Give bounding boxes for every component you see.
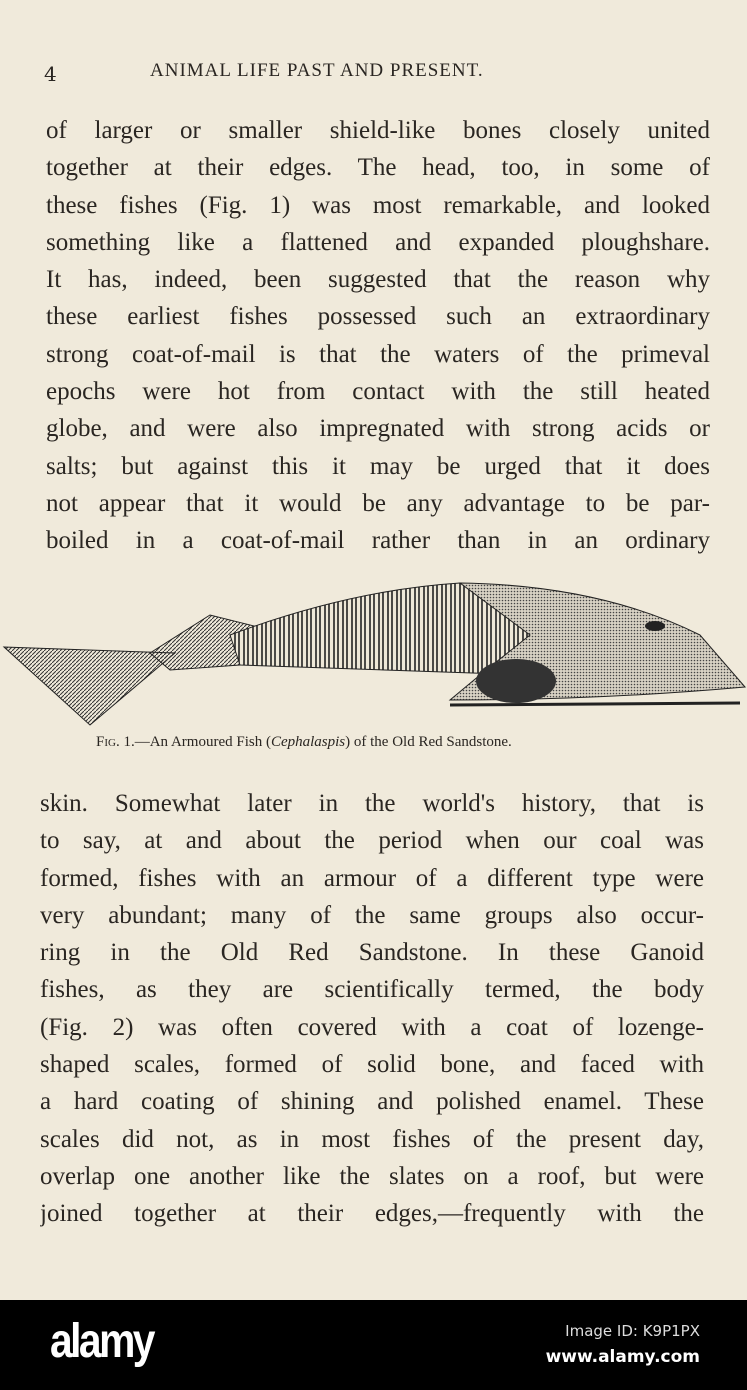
page-number: 4 — [44, 62, 57, 86]
text-line: these earliest fishes possessed such an extraordinary — [46, 303, 710, 331]
text-line: something like a flattened and expanded ploughshare. — [46, 228, 710, 256]
text-line: to say, at and about the period when our coal was — [40, 827, 704, 855]
watermark-footer — [0, 1300, 747, 1390]
text-line: shaped scales, formed of solid bone, and faced with — [40, 1051, 704, 1079]
text-line: very abundant; many of the same groups also occur- — [40, 901, 704, 929]
text-line: a hard coating of shining and polished enamel. These — [40, 1088, 704, 1116]
text-line: overlap one another like the slates on a roof, but were — [40, 1162, 704, 1190]
text-line: of larger or smaller shield-like bones closely united — [46, 117, 710, 144]
text-line: epochs were hot from contact with the still heated — [46, 378, 710, 406]
armoured-fish-illustration — [0, 575, 747, 735]
text-line: formed, fishes with an armour of a different type were — [40, 864, 704, 892]
running-title: ANIMAL LIFE PAST AND PRESENT. — [150, 60, 484, 81]
caption-text: —An Armoured Fish ( — [134, 734, 271, 750]
site-url: www.alamy.com — [545, 1347, 700, 1367]
alamy-logo: alamy — [50, 1315, 153, 1368]
image-id: Image ID: K9P1PX — [565, 1322, 700, 1340]
paragraph-1 — [46, 112, 710, 560]
figure-caption — [96, 734, 512, 751]
text-line: globe, and were also impregnated with strong acids or — [46, 415, 710, 443]
text-line: strong coat-of-mail is that the waters of the primeval — [46, 340, 710, 368]
caption-genus: Cephalaspis — [270, 734, 346, 750]
text-line: skin. Somewhat later in the world's history, that is — [40, 790, 704, 817]
caption-text-end: ) of the Old Red Sandstone. — [345, 734, 512, 750]
text-line: together at their edges. The head, too, in some of — [46, 154, 710, 182]
text-line: It has, indeed, been suggested that the reason why — [46, 266, 710, 294]
text-line: ring in the Old Red Sandstone. In these Ganoid — [40, 939, 704, 967]
text-line: these fishes (Fig. 1) was most remarkable, and looked — [46, 191, 710, 219]
text-line: not appear that it would be any advantage to be par- — [46, 489, 710, 517]
text-line: scales did not, as in most fishes of the present day, — [40, 1125, 704, 1153]
paragraph-2 — [40, 785, 704, 1233]
text-line: boiled in a coat-of-mail rather than in an ordinary — [46, 527, 710, 555]
text-line: (Fig. 2) was often covered with a coat of lozenge- — [40, 1013, 704, 1041]
figure-label: Fig. 1. — [96, 734, 135, 750]
text-line: fishes, as they are scientifically termed, the body — [40, 976, 704, 1004]
text-line: joined together at their edges,—frequently with the — [40, 1200, 704, 1228]
text-line: salts; but against this it may be urged that it does — [46, 452, 710, 480]
